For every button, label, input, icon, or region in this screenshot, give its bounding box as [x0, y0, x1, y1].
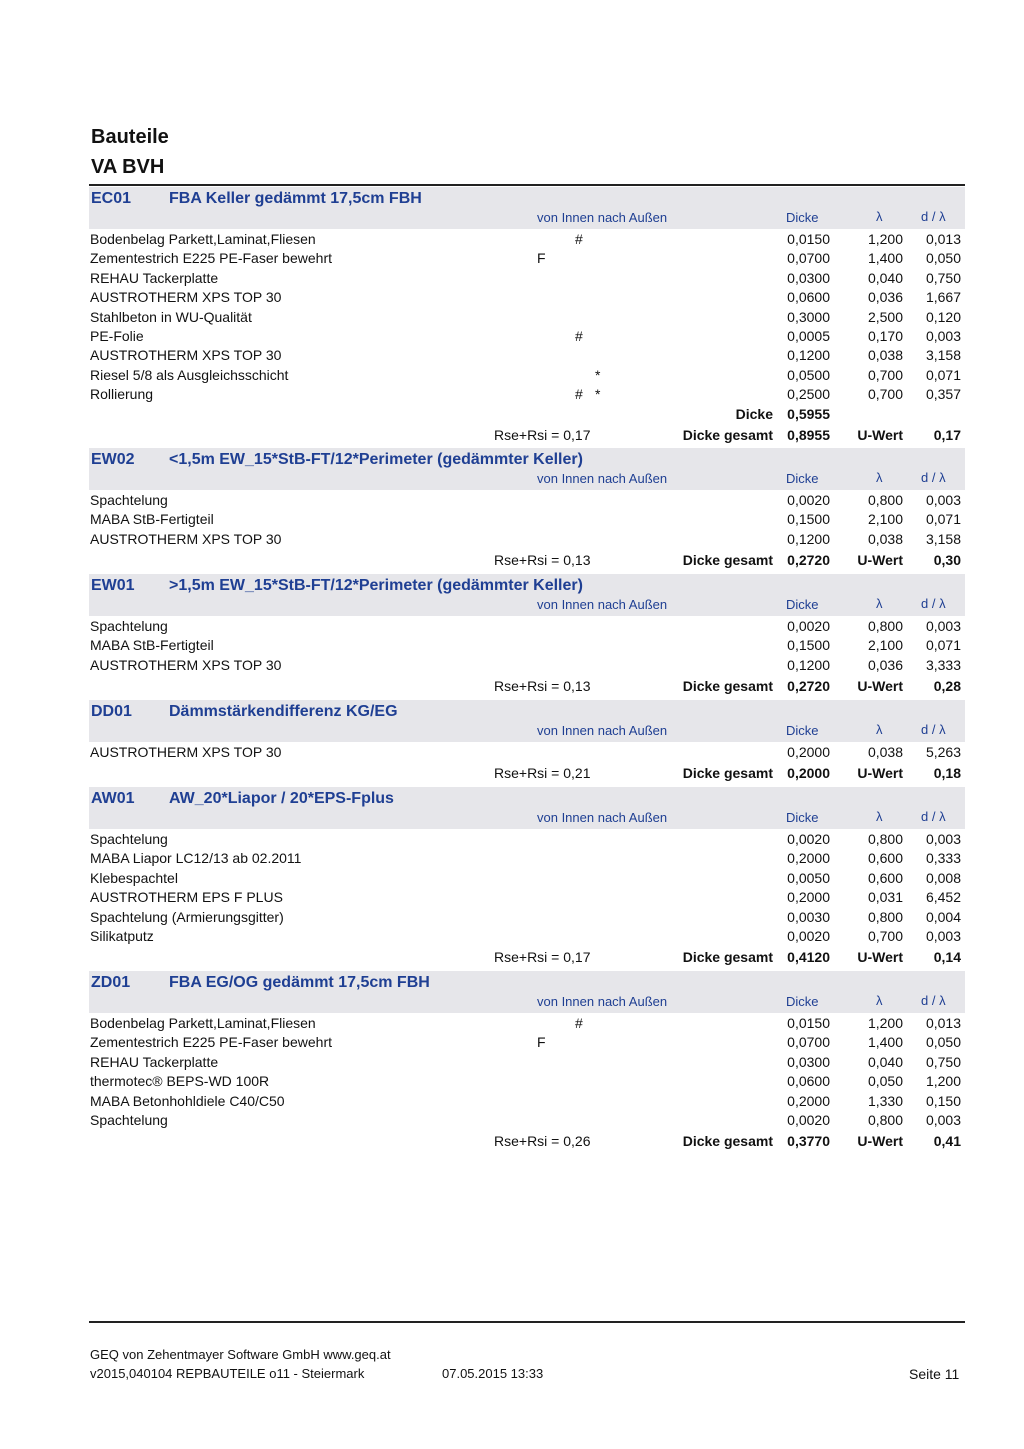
layer-name: Silikatputz	[90, 928, 154, 944]
layer-dicke: 0,2000	[787, 1092, 830, 1109]
layer-name: MABA StB-Fertigteil	[90, 511, 214, 528]
section-code: AW01	[91, 790, 135, 807]
layer-lambda: 2,500	[867, 308, 903, 325]
header-lambda: λ	[876, 722, 883, 737]
section-name: AW_20*Liapor / 20*EPS-Fplus	[169, 790, 394, 807]
layer-lambda: 0,600	[867, 869, 903, 886]
section-code: EC01	[91, 190, 132, 207]
layer-marker: #	[575, 1015, 583, 1031]
dicke-gesamt-value: 0,2720	[787, 678, 830, 695]
layer-dicke: 0,0020	[787, 1112, 830, 1128]
layer-row	[89, 1112, 965, 1132]
u-wert-label: U-Wert	[857, 552, 903, 569]
layer-dicke: 0,1500	[787, 637, 830, 654]
layer-dicke: 0,0005	[787, 328, 830, 344]
u-wert-value: 0,18	[933, 765, 961, 782]
layer-name: Spachtelung (Armierungsgitter)	[90, 908, 284, 925]
layer-note: *	[595, 366, 601, 383]
u-wert-label: U-Wert	[857, 949, 903, 966]
layer-d-lambda: 0,003	[925, 831, 961, 847]
layer-marker: #	[575, 386, 583, 403]
u-wert-label: U-Wert	[857, 1133, 903, 1150]
layer-d-lambda: 0,357	[925, 386, 961, 403]
layer-name: AUSTROTHERM EPS F PLUS	[90, 889, 283, 906]
section-header	[89, 574, 965, 616]
layer-row	[89, 831, 965, 851]
layer-d-lambda: 0,003	[925, 1112, 961, 1128]
layer-d-lambda: 0,050	[925, 1034, 961, 1051]
dicke-label: Dicke	[735, 405, 773, 422]
layer-d-lambda: 0,071	[925, 366, 961, 383]
layer-name: REHAU Tackerplatte	[90, 1053, 219, 1070]
layer-lambda: 2,100	[867, 637, 903, 654]
layer-marker: #	[575, 231, 583, 247]
layer-lambda: 1,330	[867, 1092, 903, 1109]
dicke-gesamt-label: Dicke gesamt	[682, 949, 773, 966]
layer-d-lambda: 0,013	[925, 231, 961, 247]
section-name: >1,5m EW_15*StB-FT/12*Perimeter (gedämmter Keller)	[169, 577, 583, 594]
layer-row	[89, 367, 965, 387]
layer-dicke: 0,2000	[787, 889, 830, 906]
layer-lambda: 0,700	[867, 366, 903, 383]
layer-dicke: 0,0020	[787, 618, 830, 634]
layer-dicke: 0,0300	[787, 269, 830, 286]
layer-name: Bodenbelag Parkett,Laminat,Fliesen	[90, 231, 316, 247]
layer-row	[89, 1073, 965, 1093]
header-d-lambda: d / λ	[921, 209, 946, 224]
layer-lambda: 0,600	[867, 850, 903, 867]
header-direction: von Innen nach Außen	[537, 471, 668, 486]
section-code: EW01	[91, 577, 135, 594]
header-lambda: λ	[876, 470, 883, 485]
layer-lambda: 0,800	[867, 492, 903, 508]
footer-date: 07.05.2015 13:33	[442, 1366, 544, 1381]
dicke-row	[89, 406, 965, 426]
layer-d-lambda: 0,150	[925, 1092, 961, 1109]
layer-row	[89, 889, 965, 909]
dicke-gesamt-label: Dicke gesamt	[682, 765, 773, 782]
layer-name: Spachtelung	[90, 492, 168, 508]
layer-row	[89, 928, 965, 948]
layer-lambda: 0,036	[867, 656, 903, 673]
dicke-gesamt-value: 0,3770	[787, 1133, 830, 1150]
summary-row	[89, 552, 965, 572]
layer-lambda: 0,800	[867, 1112, 903, 1128]
section-code: EW02	[91, 451, 135, 468]
u-wert-value: 0,41	[933, 1133, 961, 1150]
layer-d-lambda: 1,200	[925, 1073, 961, 1090]
footer-divider	[89, 1321, 965, 1323]
header-d-lambda: d / λ	[921, 993, 946, 1008]
layer-dicke: 0,3000	[787, 308, 830, 325]
layer-lambda: 0,170	[867, 328, 903, 344]
layer-row	[89, 1093, 965, 1113]
section-code: DD01	[91, 703, 132, 720]
header-lambda: λ	[876, 209, 883, 224]
header-d-lambda: d / λ	[921, 596, 946, 611]
section-header	[89, 787, 965, 829]
layer-note: *	[595, 386, 601, 403]
layer-row	[89, 1054, 965, 1074]
footer-version: v2015,040104 REPBAUTEILE o11 - Steiermark	[90, 1366, 365, 1381]
layer-lambda: 0,038	[867, 347, 903, 364]
header-dicke: Dicke	[786, 210, 819, 225]
header-d-lambda: d / λ	[921, 722, 946, 737]
layer-d-lambda: 0,750	[925, 1053, 961, 1070]
section-header	[89, 700, 965, 742]
header-dicke: Dicke	[786, 471, 819, 486]
layer-d-lambda: 1,667	[925, 289, 961, 306]
layer-d-lambda: 0,071	[925, 637, 961, 654]
layer-name: AUSTROTHERM XPS TOP 30	[90, 744, 282, 760]
dicke-gesamt-label: Dicke gesamt	[682, 427, 773, 443]
dicke-value: 0,5955	[787, 405, 830, 422]
layer-lambda: 0,040	[867, 1053, 903, 1070]
section-header	[89, 448, 965, 490]
header-direction: von Innen nach Außen	[537, 210, 668, 225]
layer-row	[89, 231, 965, 251]
header-direction: von Innen nach Außen	[537, 723, 668, 738]
u-wert-value: 0,28	[933, 678, 961, 695]
layer-name: AUSTROTHERM XPS TOP 30	[90, 347, 282, 364]
top-divider	[89, 184, 965, 186]
header-d-lambda: d / λ	[921, 470, 946, 485]
layer-dicke: 0,0500	[787, 366, 830, 383]
layer-dicke: 0,0150	[787, 231, 830, 247]
layer-row	[89, 657, 965, 677]
layer-dicke: 0,0050	[787, 869, 830, 886]
layer-dicke: 0,1500	[787, 511, 830, 528]
footer-page-number: Seite 11	[909, 1366, 960, 1382]
summary-row	[89, 765, 965, 785]
layer-lambda: 0,800	[867, 908, 903, 925]
layer-lambda: 0,040	[867, 269, 903, 286]
section-header	[89, 187, 965, 229]
summary-row	[89, 427, 965, 447]
layer-name: PE-Folie	[90, 328, 144, 344]
dicke-gesamt-label: Dicke gesamt	[682, 678, 773, 695]
page-title: Bauteile	[91, 126, 169, 148]
layer-dicke: 0,0150	[787, 1015, 830, 1031]
layer-lambda: 0,050	[867, 1073, 903, 1090]
header-d-lambda: d / λ	[921, 809, 946, 824]
section-name: <1,5m EW_15*StB-FT/12*Perimeter (gedämmter Keller)	[169, 451, 583, 468]
header-dicke: Dicke	[786, 810, 819, 825]
section-name: FBA EG/OG gedämmt 17,5cm FBH	[169, 974, 430, 991]
layer-lambda: 0,031	[867, 889, 903, 906]
layer-row	[89, 328, 965, 348]
layer-flag: F	[537, 250, 546, 267]
layer-d-lambda: 3,333	[925, 656, 961, 673]
header-dicke: Dicke	[786, 597, 819, 612]
layer-name: Bodenbelag Parkett,Laminat,Fliesen	[90, 1015, 316, 1031]
layer-row	[89, 386, 965, 406]
layer-dicke: 0,2500	[787, 386, 830, 403]
layer-dicke: 0,1200	[787, 347, 830, 364]
layer-row	[89, 270, 965, 290]
layer-name: AUSTROTHERM XPS TOP 30	[90, 530, 282, 547]
layer-dicke: 0,0030	[787, 908, 830, 925]
header-direction: von Innen nach Außen	[537, 597, 668, 612]
layer-row	[89, 850, 965, 870]
layer-d-lambda: 6,452	[925, 889, 961, 906]
layer-row	[89, 347, 965, 367]
u-wert-value: 0,17	[933, 427, 961, 443]
dicke-gesamt-value: 0,4120	[787, 949, 830, 966]
header-lambda: λ	[876, 809, 883, 824]
layer-row	[89, 492, 965, 512]
layer-dicke: 0,0020	[787, 928, 830, 944]
layer-row	[89, 870, 965, 890]
layer-dicke: 0,0700	[787, 250, 830, 267]
layer-dicke: 0,0600	[787, 289, 830, 306]
layer-name: Riesel 5/8 als Ausgleichsschicht	[90, 366, 289, 383]
section-name: Dämmstärkendifferenz KG/EG	[169, 703, 398, 720]
section-name: FBA Keller gedämmt 17,5cm FBH	[169, 190, 422, 207]
footer-company: GEQ von Zehentmayer Software GmbH www.geq.at	[90, 1347, 391, 1362]
header-lambda: λ	[876, 993, 883, 1008]
layer-name: Stahlbeton in WU-Qualität	[90, 308, 252, 325]
summary-row	[89, 949, 965, 969]
layer-name: Zementestrich E225 PE-Faser bewehrt	[90, 1034, 332, 1051]
layer-d-lambda: 3,158	[925, 347, 961, 364]
layer-lambda: 0,700	[867, 928, 903, 944]
layer-lambda: 2,100	[867, 511, 903, 528]
u-wert-label: U-Wert	[857, 427, 903, 443]
header-dicke: Dicke	[786, 723, 819, 738]
u-wert-value: 0,14	[933, 949, 961, 966]
layer-dicke: 0,2000	[787, 744, 830, 760]
layer-d-lambda: 0,333	[925, 850, 961, 867]
layer-row	[89, 744, 965, 764]
section-header	[89, 971, 965, 1013]
layer-lambda: 0,700	[867, 386, 903, 403]
layer-row	[89, 531, 965, 551]
layer-name: Spachtelung	[90, 1112, 168, 1128]
dicke-gesamt-value: 0,2000	[787, 765, 830, 782]
layer-name: MABA StB-Fertigteil	[90, 637, 214, 654]
layer-lambda: 1,400	[867, 1034, 903, 1051]
dicke-gesamt-value: 0,2720	[787, 552, 830, 569]
layer-name: Rollierung	[90, 386, 154, 403]
layer-name: Spachtelung	[90, 618, 168, 634]
layer-lambda: 1,400	[867, 250, 903, 267]
header-direction: von Innen nach Außen	[537, 994, 668, 1009]
layer-dicke: 0,0020	[787, 492, 830, 508]
layer-d-lambda: 0,003	[925, 492, 961, 508]
layer-flag: F	[537, 1034, 546, 1051]
layer-d-lambda: 0,003	[925, 618, 961, 634]
layer-name: Klebespachtel	[90, 869, 178, 886]
layer-lambda: 0,800	[867, 831, 903, 847]
layer-row	[89, 618, 965, 638]
layer-dicke: 0,0300	[787, 1053, 830, 1070]
layer-d-lambda: 3,158	[925, 530, 961, 547]
layer-lambda: 1,200	[867, 1015, 903, 1031]
rse-rsi: Rse+Rsi = 0,21	[494, 765, 591, 782]
layer-name: REHAU Tackerplatte	[90, 269, 219, 286]
dicke-gesamt-label: Dicke gesamt	[682, 1133, 773, 1150]
layer-row	[89, 1015, 965, 1035]
rse-rsi: Rse+Rsi = 0,17	[494, 949, 591, 966]
layer-name: MABA Betonhohldiele C40/C50	[90, 1092, 285, 1109]
layer-dicke: 0,0020	[787, 831, 830, 847]
layer-marker: #	[575, 328, 583, 344]
header-dicke: Dicke	[786, 994, 819, 1009]
header-direction: von Innen nach Außen	[537, 810, 668, 825]
layer-row	[89, 250, 965, 270]
rse-rsi: Rse+Rsi = 0,13	[494, 552, 591, 569]
layer-row	[89, 511, 965, 531]
layer-lambda: 0,036	[867, 289, 903, 306]
layer-d-lambda: 0,003	[925, 328, 961, 344]
rse-rsi: Rse+Rsi = 0,26	[494, 1133, 591, 1150]
layer-d-lambda: 0,003	[925, 928, 961, 944]
layer-name: Zementestrich E225 PE-Faser bewehrt	[90, 250, 332, 267]
layer-dicke: 0,1200	[787, 530, 830, 547]
section-code: ZD01	[91, 974, 131, 991]
layer-d-lambda: 0,071	[925, 511, 961, 528]
layer-row	[89, 309, 965, 329]
layer-row	[89, 1034, 965, 1054]
layer-name: AUSTROTHERM XPS TOP 30	[90, 289, 282, 306]
layer-lambda: 1,200	[867, 231, 903, 247]
layer-d-lambda: 0,004	[925, 908, 961, 925]
layer-dicke: 0,1200	[787, 656, 830, 673]
layer-row	[89, 909, 965, 929]
layer-name: MABA Liapor LC12/13 ab 02.2011	[90, 850, 302, 867]
summary-row	[89, 678, 965, 698]
layer-d-lambda: 0,750	[925, 269, 961, 286]
dicke-gesamt-label: Dicke gesamt	[682, 552, 773, 569]
layer-row	[89, 289, 965, 309]
layer-name: thermotec® BEPS-WD 100R	[90, 1073, 270, 1090]
u-wert-label: U-Wert	[857, 765, 903, 782]
layer-lambda: 0,038	[867, 744, 903, 760]
dicke-gesamt-value: 0,8955	[787, 427, 830, 443]
summary-row	[89, 1133, 965, 1153]
layer-d-lambda: 5,263	[925, 744, 961, 760]
page-subtitle: VA BVH	[91, 156, 165, 178]
layer-d-lambda: 0,050	[925, 250, 961, 267]
layer-name: Spachtelung	[90, 831, 168, 847]
layer-d-lambda: 0,013	[925, 1015, 961, 1031]
layer-d-lambda: 0,120	[925, 308, 961, 325]
layer-d-lambda: 0,008	[925, 869, 961, 886]
layer-name: AUSTROTHERM XPS TOP 30	[90, 656, 282, 673]
rse-rsi: Rse+Rsi = 0,13	[494, 678, 591, 695]
layer-lambda: 0,038	[867, 530, 903, 547]
header-lambda: λ	[876, 596, 883, 611]
layer-lambda: 0,800	[867, 618, 903, 634]
rse-rsi: Rse+Rsi = 0,17	[494, 427, 591, 443]
u-wert-value: 0,30	[933, 552, 961, 569]
u-wert-label: U-Wert	[857, 678, 903, 695]
layer-row	[89, 637, 965, 657]
layer-dicke: 0,0600	[787, 1073, 830, 1090]
layer-dicke: 0,0700	[787, 1034, 830, 1051]
layer-dicke: 0,2000	[787, 850, 830, 867]
